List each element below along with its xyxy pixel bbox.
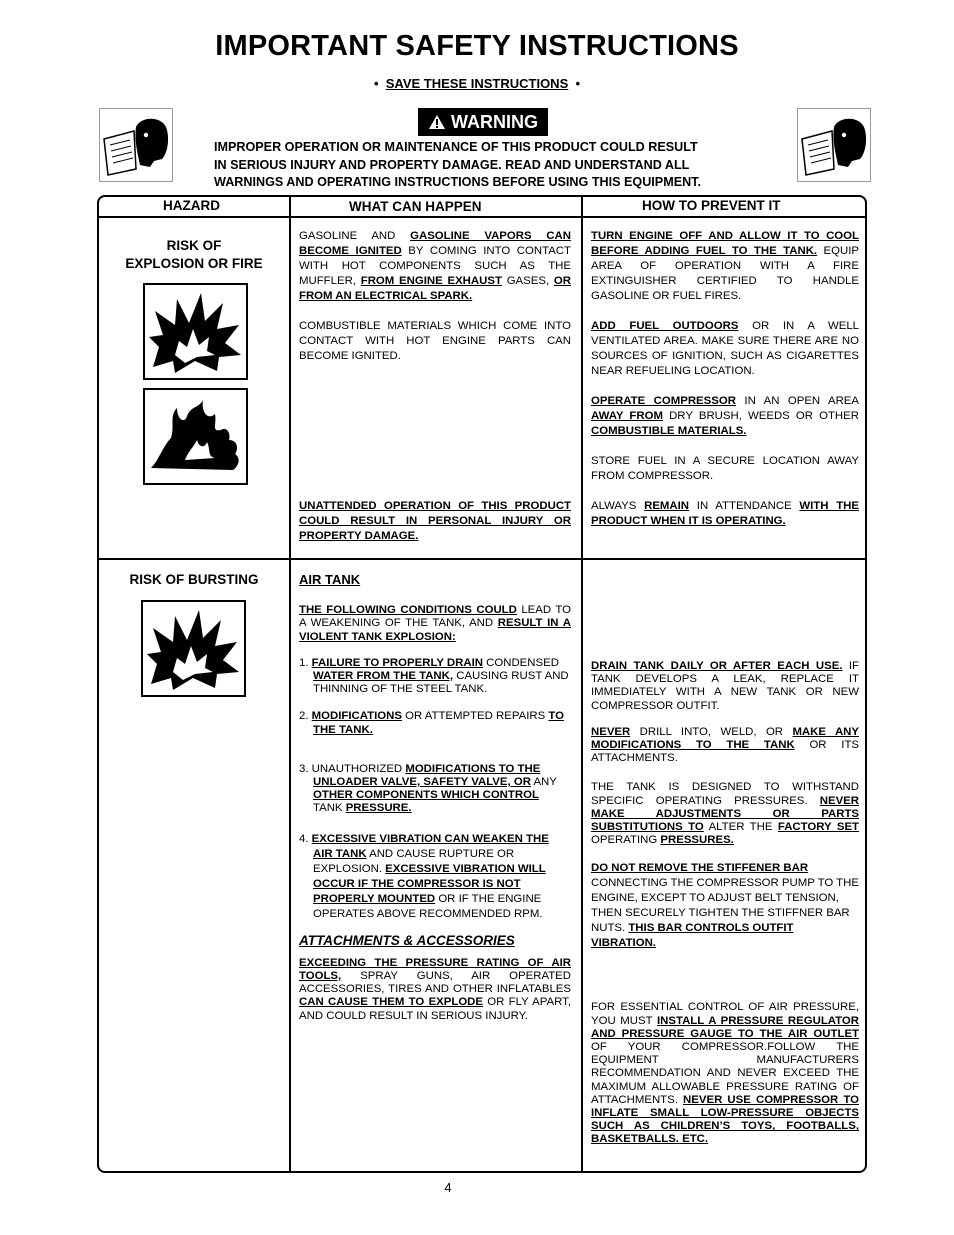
column-divider <box>289 197 291 1171</box>
page-title: IMPORTANT SAFETY INSTRUCTIONS <box>215 30 739 62</box>
page-number: 4 <box>444 1180 452 1195</box>
column-header-prevent: HOW TO PREVENT IT <box>642 198 781 213</box>
header-divider <box>99 216 865 218</box>
read-manual-icon <box>99 108 173 182</box>
explosion-icon <box>143 283 248 380</box>
flame-icon <box>143 388 248 485</box>
column-header-what: WHAT CAN HAPPEN <box>349 199 482 214</box>
burst-what-can-happen: AIR TANK THE FOLLOWING CONDITIONS COULD LEAD TO A WEAKENING OF THE TANK, AND RESULT IN A VIOLENT TANK EXPLOSION: 1. FAILURE TO PROPERLY DRAIN CONDENSED WATER FROM THE TANK, CAUSING RUST AND THINNING OF THE STEEL TANK. 2. MODIFICATIONS OR ATTEMPTED REPAIRS TO THE TANK. 3. UNAUTHORIZED MODIFICATIONS TO THE UNLOADER VALVE, SAFETY VALVE, OR ANY OTHER COMPONENTS WHICH CONTROL TANK PRESSURE. 4. EXCESSIVE VIBRATION CAN WEAKEN THE AIR TANK AND CAUSE RUPTURE OR EXPLOSION. EXCESSIVE VIBRATION WILL OCCUR IF THE COMPRESSOR IS NOT PROPERLY MOUNTED OR IF THE ENGINE OPERATES ABOVE RECOMMENDED RPM. ATTACHMENTS & ACCESSORIES EXCEEDING THE PRESSURE RATING OF AIR TOOLS, SPRAY GUNS, AIR OPERATED ACCESSORIES, TIRES AND OTHER INFLATABLES CAN CAUSE THEM TO EXPLODE OR FLY APART, AND COULD RESULT IN SERIOUS INJURY. <box>299 572 572 1022</box>
row-divider <box>99 558 865 560</box>
save-instructions: • SAVE THESE INSTRUCTIONS • <box>373 76 581 91</box>
column-divider <box>581 197 583 1171</box>
fire-what-can-happen: GASOLINE AND GASOLINE VAPORS CAN BECOME IGNITED BY COMING INTO CONTACT WITH HOT COMPONENTS SUCH AS THE MUFFLER, FROM ENGINE EXHAUST GASES, OR FROM AN ELECTRICAL SPARK. COMBUSTIBLE MATERIALS WHICH COME INTO CONTACT WITH HOT ENGINE PARTS CAN BECOME IGNITED. UNATTENDED OPERATION OF THIS PRODUCT COULD RESULT IN PERSONAL INJURY OR PROPERTY DAMAGE. <box>299 230 571 542</box>
read-manual-icon <box>797 108 871 182</box>
burst-how-to-prevent: DRAIN TANK DAILY OR AFTER EACH USE. IF TANK DEVELOPS A LEAK, REPLACE IT IMMEDIATELY WITH A NEW TANK OR NEW COMPRESSOR OUTFIT. NEVER DRILL INTO, WELD, OR MAKE ANY MODIFICATIONS TO THE TANK OR ITS ATTACHMENTS. THE TANK IS DESIGNED TO WITHSTAND SPECIFIC OPERATING PRESSURES. NEVER MAKE ADJUSTMENTS OR PARTS SUBSTITUTIONS TO ALTER THE FACTORY SET OPERATING PRESSURES. DO NOT REMOVE THE STIFFENER BAR CONNECTING THE COMPRESSOR PUMP TO THE ENGINE, EXCEPT TO ADJUST BELT TENSION, THEN SECURELY TIGHTEN THE STIFFNER BAR NUTS. THIS BAR CONTROLS OUTFIT VIBRATION. FOR ESSENTIAL CONTROL OF AIR PRESSURE, YOU MUST INSTALL A PRESSURE REGULATOR AND PRESSURE GAUGE TO THE AIR OUTLET OF YOUR COMPRESSOR.FOLLOW THE EQUIPMENT MANUFACTURERS RECOMMENDATION AND NEVER EXCEED THE MAXIMUM ALLOWABLE PRESSURE RATING OF ATTACHMENTS. NEVER USE COMPRESSOR TO INFLATE SMALL LOW-PRESSURE OBJECTS SUCH AS CHILDREN’S TOYS, FOOTBALLS, BASKETBALLS. ETC. <box>591 660 860 1146</box>
warning-badge: WARNING <box>418 108 548 136</box>
warning-triangle-icon <box>428 114 446 130</box>
hazard-explosion-fire: RISK OF EXPLOSION OR FIRE <box>125 238 263 271</box>
save-instructions-text: SAVE THESE INSTRUCTIONS <box>385 76 569 91</box>
explosion-icon <box>141 600 246 697</box>
warning-text: IMPROPER OPERATION OR MAINTENANCE OF THIS PRODUCT COULD RESULT IN SERIOUS INJURY AND PROPERTY DAMAGE. READ AND UNDERSTAND ALL WARNINGS AND OPERATING INSTRUCTIONS BEFORE USING THIS EQUIPMENT. <box>214 140 701 189</box>
hazard-bursting: RISK OF BURSTING <box>129 572 259 587</box>
air-tank-heading: AIR TANK <box>299 572 361 587</box>
column-header-hazard: HAZARD <box>163 198 220 213</box>
attachments-heading: ATTACHMENTS & ACCESSORIES <box>299 932 515 948</box>
hazard-table <box>97 195 867 1173</box>
fire-how-to-prevent: TURN ENGINE OFF AND ALLOW IT TO COOL BEFORE ADDING FUEL TO THE TANK. EQUIP AREA OF OPERATION WITH A FIRE EXTINGUISHER CERTIFIED TO HANDLE GASOLINE OR FUEL FIRES. ADD FUEL OUTDOORS OR IN A WELL VENTILATED AREA. MAKE SURE THERE ARE NO SOURCES OF IGNITION, SUCH AS CIGARETTES NEAR REFUELING LOCATION. OPERATE COMPRESSOR IN AN OPEN AREA AWAY FROM DRY BRUSH, WEEDS OR OTHER COMBUSTIBLE MATERIALS. STORE FUEL IN A SECURE LOCATION AWAY FROM COMPRESSOR. ALWAYS REMAIN IN ATTENDANCE WITH THE PRODUCT WHEN IT IS OPERATING. <box>591 230 860 527</box>
